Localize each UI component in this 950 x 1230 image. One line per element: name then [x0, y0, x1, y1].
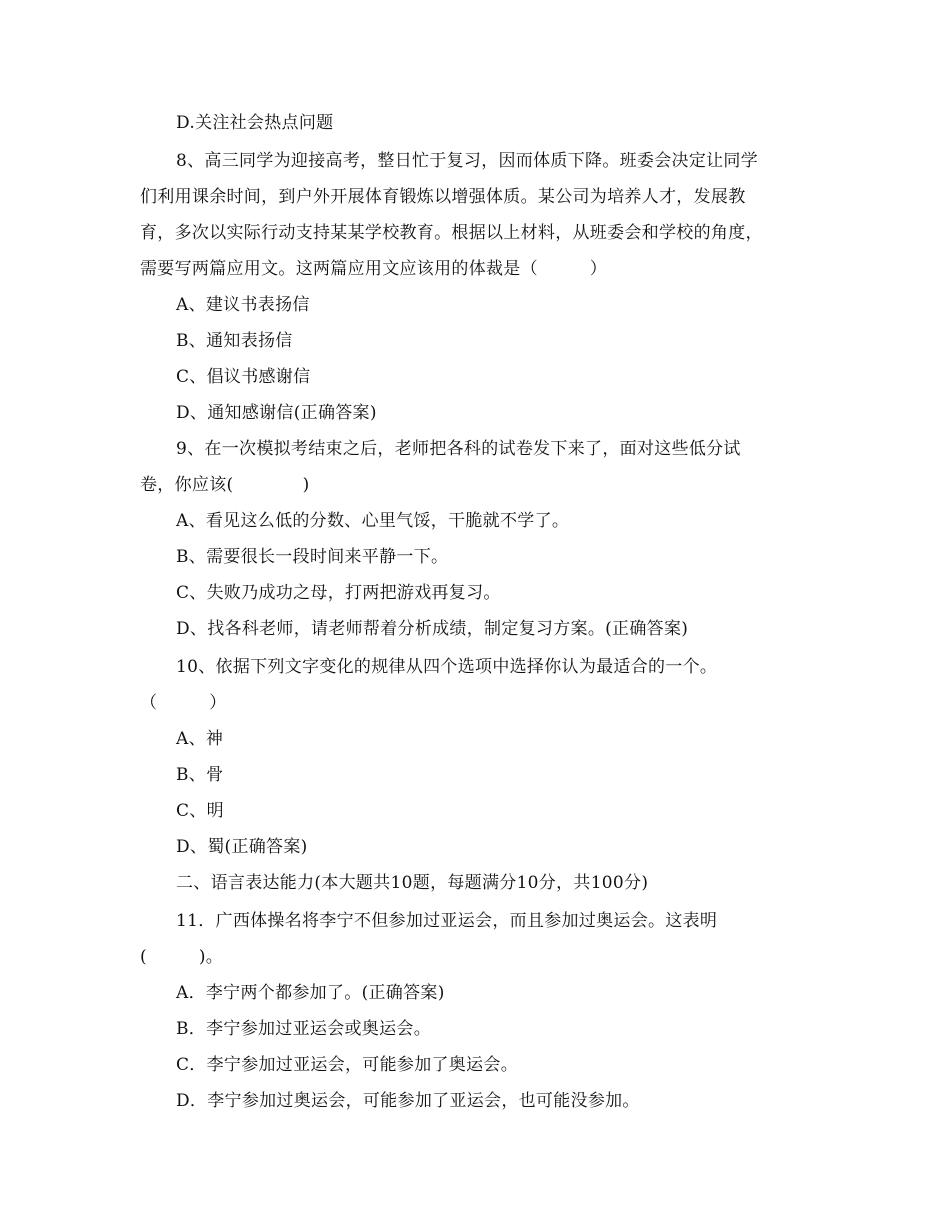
option-d-q9: D、找各科老师，请老师帮着分析成绩，制定复习方案。(正确答案) — [176, 619, 689, 639]
option-b-q11: B．李宁参加过亚运会或奥运会。 — [176, 1019, 431, 1039]
option-c-q8: C、倡议书感谢信 — [176, 367, 311, 387]
section-heading: 二、语言表达能力(本大题共10题，每题满分10分，共100分) — [176, 873, 649, 893]
question-8-line-2: 们利用课余时间，到户外开展体育锻炼以增强体质。某公司为培养人才，发展教 — [140, 187, 746, 207]
question-9-line-1: 9、在一次模拟考结束之后，老师把各科的试卷发下来了，面对这些低分试 — [176, 439, 741, 459]
question-10-line-2: （ ） — [140, 693, 227, 713]
question-11-line-1: 11．广西体操名将李宁不但参加过亚运会，而且参加过奥运会。这表明 — [176, 911, 718, 931]
question-8-line-4: 需要写两篇应用文。这两篇应用文应该用的体裁是（ ） — [140, 259, 608, 279]
option-a-q10: A、神 — [176, 729, 224, 749]
option-c-q11: C．李宁参加过亚运会，可能参加了奥运会。 — [176, 1055, 519, 1075]
option-d-q7: D.关注社会热点问题 — [176, 113, 334, 133]
question-11-line-2: ( )。 — [140, 947, 224, 967]
option-b-q10: B、骨 — [176, 765, 224, 785]
option-d-q10: D、蜀(正确答案) — [176, 837, 308, 857]
option-a-q11: A．李宁两个都参加了。(正确答案) — [176, 983, 445, 1003]
option-b-q8: B、通知表扬信 — [176, 331, 293, 351]
option-a-q8: A、建议书表扬信 — [176, 295, 310, 315]
question-8-line-3: 育，多次以实际行动支持某某学校教育。根据以上材料，从班委会和学校的角度， — [140, 223, 763, 243]
question-8-line-1: 8、高三同学为迎接高考，整日忙于复习，因而体质下降。班委会决定让同学 — [176, 151, 759, 171]
option-b-q9: B、需要很长一段时间来平静一下。 — [176, 547, 449, 567]
question-9-line-2: 卷，你应该( ) — [140, 475, 310, 495]
option-c-q9: C、失败乃成功之母，打两把游戏再复习。 — [176, 583, 501, 603]
option-c-q10: C、明 — [176, 801, 224, 821]
option-a-q9: A、看见这么低的分数、心里气馁，干脆就不学了。 — [176, 511, 570, 531]
option-d-q8: D、通知感谢信(正确答案) — [176, 403, 377, 423]
option-d-q11: D．李宁参加过奥运会，可能参加了亚运会，也可能没参加。 — [176, 1091, 640, 1111]
question-10-line-1: 10、依据下列文字变化的规律从四个选项中选择你认为最适合的一个。 — [176, 657, 718, 677]
